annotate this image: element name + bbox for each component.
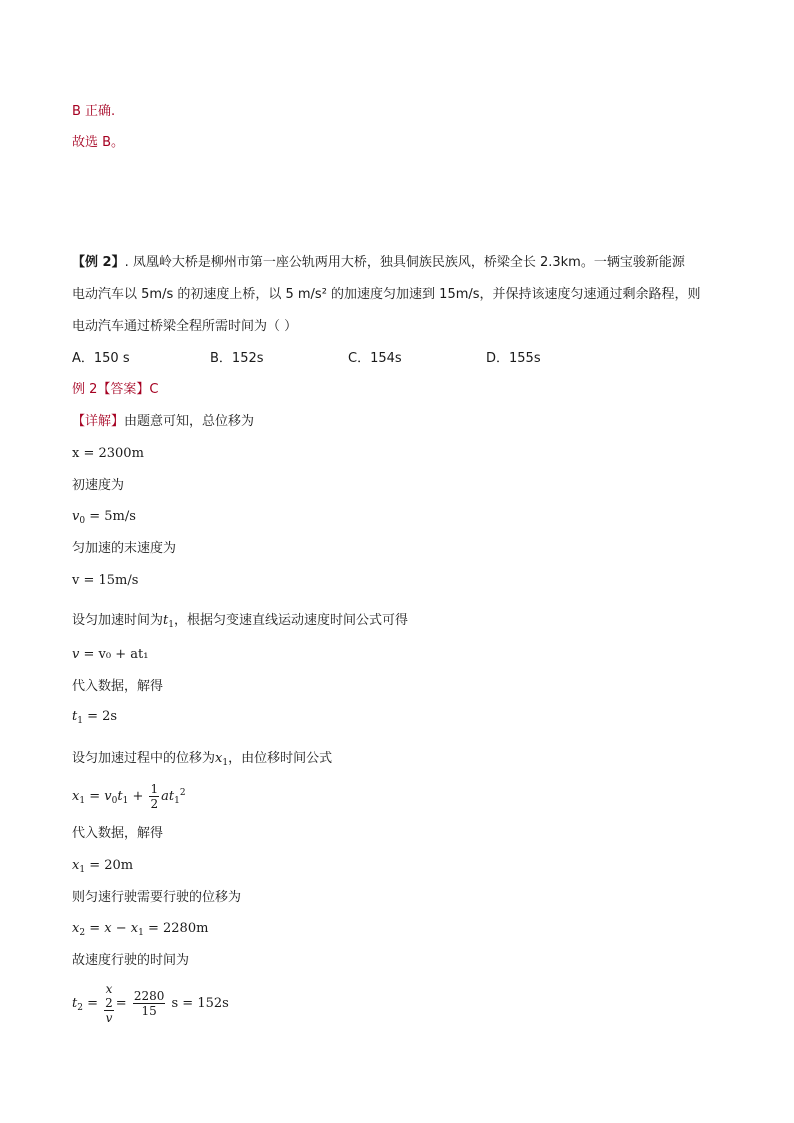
text-substitute-2: 代入数据，解得: [72, 826, 164, 841]
eq-vt-rhs: = v₀ + at₁: [83, 647, 149, 662]
eq-displacement-formula: $x_1 = v_0t_1$ + $\frac{1}{2}$ $at_1^2$: [72, 782, 186, 811]
fraction-2280-over-15: [133, 989, 166, 1018]
answer: 例 2【答案】C: [72, 382, 159, 397]
question-line-2: 电动汽车以 5m/s 的初速度上桥，以 5 m/s² 的加速度匀加速到 15m/s，并保持该速度匀速通过剩余路程，则: [72, 287, 701, 302]
eq-v0-value: = 5m/s: [89, 509, 136, 524]
text-initial-velocity: 初速度为: [72, 478, 125, 493]
question-label: 【例 2】: [72, 255, 125, 270]
option-d: D．155s: [486, 351, 541, 366]
eq-x2: $x_2 = x - x_1 = 2280m$: [72, 921, 209, 938]
t2-numerator: 2280: [133, 989, 165, 1003]
option-c: C．154s: [348, 351, 402, 366]
text-substitute-1: 代入数据，解得: [72, 679, 164, 694]
text-set-t1: 设匀加速时间为$t_1$，根据匀变速直线运动速度时间公式可得: [72, 613, 408, 630]
eq-x2-value: = 2280m: [147, 921, 209, 936]
t2-denominator: 15: [141, 1004, 157, 1018]
text-set-t1-b: ，根据匀变速直线运动速度时间公式可得: [173, 613, 408, 628]
eq-x1-value: = 20m: [89, 858, 134, 873]
text-set-x1-b: ，由位移时间公式: [228, 751, 333, 766]
text-uniform-time: 故速度行驶的时间为: [72, 953, 190, 968]
eq-initial-velocity: $v_0 = 5m/s$: [72, 509, 136, 526]
prev-choose-b: 故选 B。: [72, 135, 125, 150]
question-line-3: 电动汽车通过桥梁全程所需时间为（ ）: [72, 319, 298, 334]
option-b: B．152s: [210, 351, 264, 366]
detail-label: 【详解】: [72, 414, 125, 429]
options-row: [72, 350, 541, 368]
detail-line: [72, 413, 254, 431]
text-set-t1-a: 设匀加速时间为: [72, 613, 164, 628]
fraction-x2-over-v: x 2 v: [105, 982, 113, 1025]
text-set-x1: 设匀加速过程中的位移为$x_1$，由位移时间公式: [72, 751, 333, 768]
eq-t2: $t_2$ = x 2 v = $\frac{2280}{15}$ s = 152s: [72, 982, 229, 1025]
fraction-half: $\frac{1}{2}$: [150, 782, 159, 811]
eq-x1: $x_1 = 20m$: [72, 858, 134, 875]
eq-t1: $t_1 = 2s$: [72, 709, 118, 726]
eq-t2-value: s = 152s: [171, 996, 229, 1011]
question-text-1: . 凤凰岭大桥是柳州市第一座公轨两用大桥，独具侗族民族风，桥梁全长 2.3km。一辆宝骏新能源: [124, 255, 685, 270]
eq-final-velocity: v = 15m/s: [72, 573, 139, 588]
eq-velocity-time: v = v₀ + at₁: [72, 647, 149, 662]
text-set-x1-a: 设匀加速过程中的位移为: [72, 751, 216, 766]
eq-t1-value: = 2s: [87, 709, 118, 724]
prev-b-correct: B 正确.: [72, 104, 116, 119]
text-final-velocity: 匀加速的末速度为: [72, 541, 177, 556]
text-uniform-displacement: 则匀速行驶需要行驶的位移为: [72, 890, 242, 905]
detail-text: 由题意可知，总位移为: [124, 414, 255, 429]
question-line-1: [72, 254, 685, 272]
option-a: A．150 s: [72, 351, 130, 366]
eq-total-displacement: x = 2300m: [72, 446, 144, 461]
